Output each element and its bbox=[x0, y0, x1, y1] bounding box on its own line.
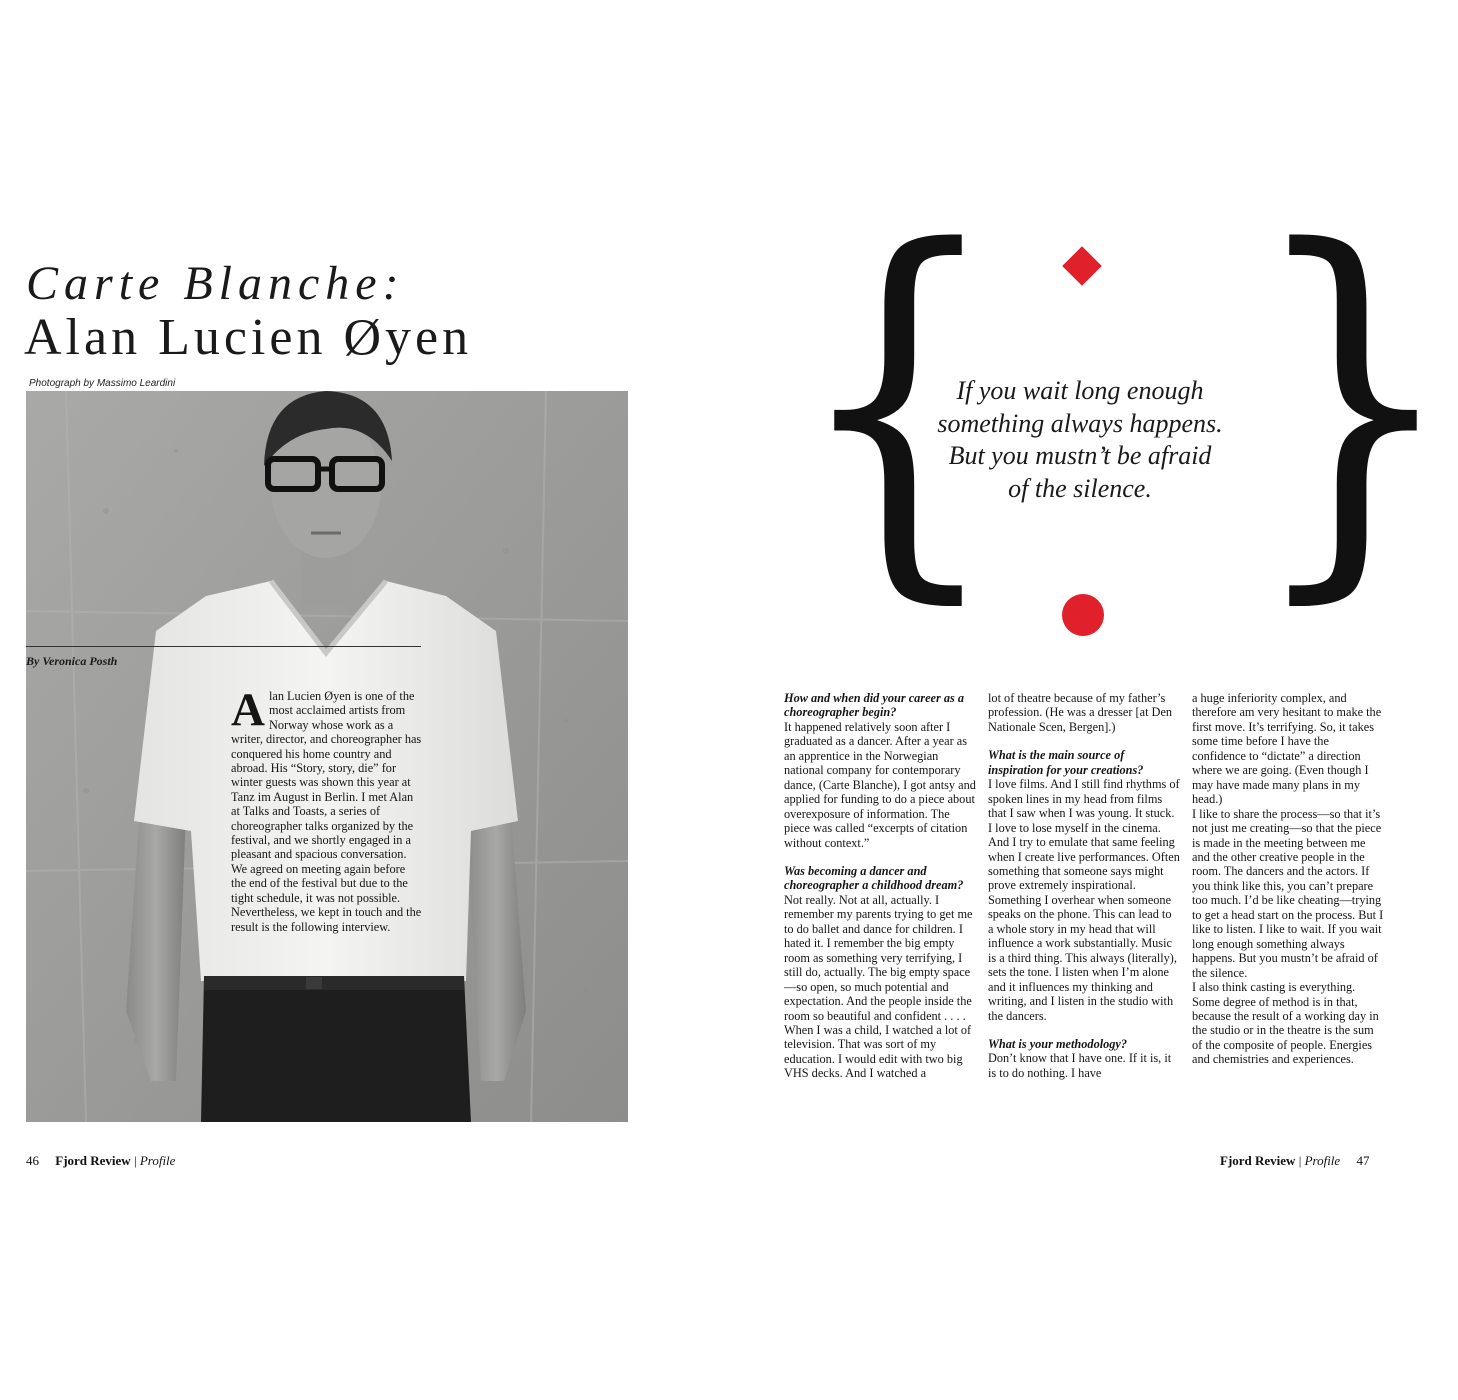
photo-credit: Photograph by Massimo Leardini bbox=[29, 378, 176, 389]
footer-separator-right: | bbox=[1298, 1153, 1302, 1168]
footer-section-right: Profile bbox=[1304, 1153, 1341, 1168]
byline: By Veronica Posth bbox=[26, 654, 118, 668]
drop-cap: A bbox=[231, 684, 265, 736]
interview-column-1 bbox=[784, 691, 976, 1081]
interview-question: What is the main source of inspiration for your creations? bbox=[988, 748, 1144, 777]
pull-quote-line: of the silence. bbox=[1008, 473, 1152, 503]
interview-answer: I like to share the process—so that it’s not just me creating—so that the piece is made in the meeting between me and the other creative people in the room. The dancers and the actors. If you think like this, you can’t prepare too much. I’d be like cheating—trying to get a head start on the process. But I like to listen. I like to wait. If you wait long enough something always happens. But you mustn’t be afraid of the silence. bbox=[1192, 806, 1384, 980]
interview-question: How and when did your career as a choreographer begin? bbox=[784, 691, 965, 720]
footer-publication-left: Fjord Review bbox=[55, 1153, 131, 1168]
pull-quote bbox=[930, 375, 1230, 505]
footer-section-left: Profile bbox=[139, 1153, 176, 1168]
interview-answer: Don’t know that I have one. If it is, it is to do nothing. I have bbox=[988, 1051, 1172, 1080]
intro-text: lan Lucien Øyen is one of the most acclaimed artists from Norway whose work as a writer, director, and choreographer has conquered his home country and abroad. His “Story, story, die” for winter guests was shown this year at Tanz im August in Berlin. I met Alan at Talks and Toasts, a series of choreographer talks organized by the festival, and we shortly engaged in a pleasant and spacious conversation. We agreed on meeting again before the end of the festival but due to the tight schedule, it was not possible. Nevertheless, we kept in touch and the result is the following interview. bbox=[231, 689, 422, 934]
article-title-line2: Alan Lucien Øyen bbox=[24, 309, 473, 366]
close-brace-ornament: } bbox=[1248, 167, 1458, 636]
article-title-line1: Carte Blanche: bbox=[26, 257, 405, 310]
byline-rule bbox=[26, 646, 421, 647]
interview-answer: I love films. And I still find rhythms of spoken lines in my head from films that I saw when I was young. It stuck. I love to lose myself in the cinema. And I try to emulate that same feeling when I create live performances. Often something that someone says might prove extremely inspirational. Something I overhear when someone speaks on the phone. This can lead to a whole story in my head that will influence a work substantially. Music is a third thing. This always (literally), sets the tone. I listen when I’m alone and it influences my thinking and writing, and I listen in the studio with the dancers. bbox=[988, 777, 1180, 1023]
interview-answer: Not really. Not at all, actually. I remember my parents trying to get me to do ballet and dance for children. I hated it. I remember the big empty room as something very terrifying, I still do, actually. The big empty space—so open, so much potential and expectation. And the people inside the room so beautiful and confident . . . . When I was a child, I watched a lot of television. That was sort of my education. I would edit with two big VHS decks. And I watched a bbox=[784, 892, 973, 1081]
red-dot-icon bbox=[1060, 592, 1106, 638]
red-diamond-icon bbox=[1058, 242, 1106, 290]
interview-question: Was becoming a dancer and choreographer a childhood dream? bbox=[784, 863, 964, 893]
interview-answer: a huge inferiority complex, and therefore am very hesitant to make the first move. It’s terrifying. So, it takes some time before I have the confidence to “dictate” a direction where we are going. (Even though I may have made many plans in my head.) bbox=[1192, 691, 1382, 807]
left-footer bbox=[26, 1153, 175, 1169]
pull-quote-line: But you mustn’t be afraid bbox=[948, 441, 1212, 470]
right-footer bbox=[1220, 1153, 1369, 1169]
interview-column-3 bbox=[1192, 691, 1384, 1067]
interview-answer: lot of theatre because of my father’s profession. (He was a dresser [at Den Nationale Scen, Bergen].) bbox=[988, 691, 1173, 734]
interview-question: What is your methodology? bbox=[988, 1036, 1128, 1051]
interview-column-2 bbox=[988, 691, 1180, 1080]
pull-quote-line: something always happens. bbox=[937, 408, 1223, 438]
interview-answer: I also think casting is everything. Some degree of method is in that, because the result of a working day in the studio or in the theatre is the sum of the composite of people. Energies and chemistries and experiences. bbox=[1192, 980, 1379, 1067]
page-number-right: 47 bbox=[1356, 1153, 1370, 1168]
open-brace-ornament: { bbox=[793, 167, 1003, 636]
footer-publication-right: Fjord Review bbox=[1220, 1153, 1296, 1168]
pull-quote-line: If you wait long enough bbox=[956, 376, 1204, 405]
interview-answer: It happened relatively soon after I graduated as a dancer. After a year as an apprentice in the Norwegian national company for contemporary dance, (Carte Blanche), I got antsy and applied for funding to do a piece about overexposure of information. The piece was called “excerpts of citation without context.” bbox=[784, 719, 976, 850]
page-number-left: 46 bbox=[26, 1153, 39, 1168]
intro-paragraph bbox=[231, 684, 423, 934]
footer-separator-left: | bbox=[133, 1153, 137, 1168]
